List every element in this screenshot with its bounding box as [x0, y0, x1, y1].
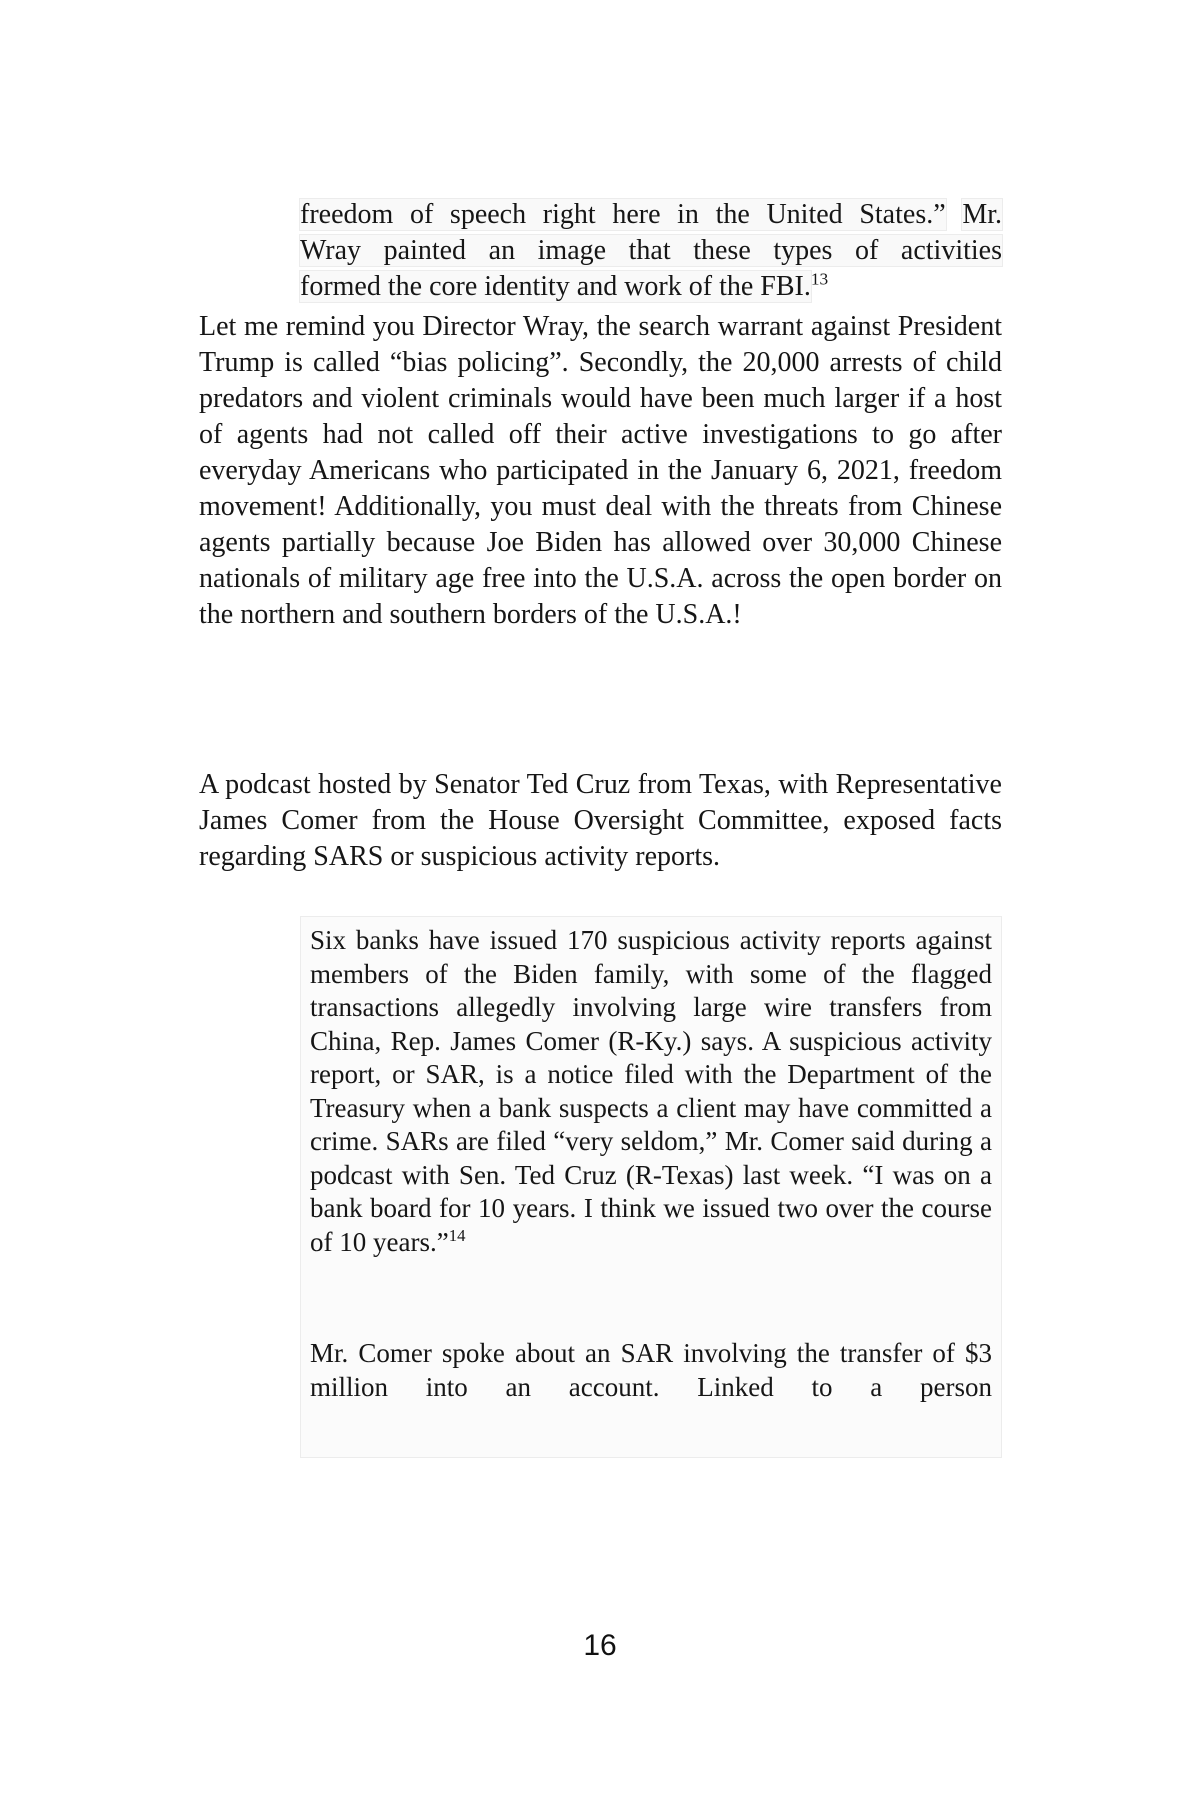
- quote-line: [300, 233, 1002, 269]
- blockquote-comer-sar-panel: [300, 916, 1002, 1458]
- quote-line: [300, 269, 1002, 305]
- text-column: [199, 197, 1002, 1458]
- highlighted-text-run: freedom of speech right here in the United States.”: [300, 199, 946, 230]
- page-number: 16: [583, 1629, 617, 1662]
- blockquote-wray-highlighted: [300, 197, 1002, 305]
- highlighted-text-run: Wray painted an image that these types of activities: [300, 235, 1002, 266]
- highlighted-text-run: formed the core identity and work of the FBI.: [300, 271, 811, 302]
- paragraph-podcast-intro: A podcast hosted by Senator Ted Cruz from Texas, with Representative James Comer from the House Oversight Committee, exposed facts regarding SARS or suspicious activity reports.: [199, 769, 1002, 872]
- paragraph-wray-rebuttal: Let me remind you Director Wray, the search warrant against President Trump is called “bias policing”. Secondly, the 20,000 arrests of child predators and violent criminals would have been much larger if a host of agents had not called off their active investigations to go after everyday Americans who participated in the January 6, 2021, freedom movement! Additionally, you must deal with the threats from Chinese agents partially because Joe Biden has allowed over 30,000 Chinese nationals of military age free into the U.S.A. across the open border on the northern and southern borders of the U.S.A.!: [199, 311, 1002, 630]
- quote-paragraph-transfer: Mr. Comer spoke about an SAR involving the transfer of $3 million into an account. Linked to a person: [310, 1338, 992, 1402]
- quote-line: [300, 197, 1002, 233]
- footnote-ref-13: 13: [810, 269, 829, 289]
- quote-paragraph-sar-reports-text: Six banks have issued 170 suspicious activity reports against members of the Biden family, with some of the flagged transactions allegedly involving large wire transfers from China, Rep. James Comer (R-Ky.) says. A suspicious activity report, or SAR, is a notice filed with the Department of the Treasury when a bank suspects a client may have committed a crime. SARs are filed “very seldom,” Mr. Comer said during a podcast with Sen. Ted Cruz (R-Texas) last week. “I was on a bank board for 10 years. I think we issued two over the course of 10 years.”: [310, 925, 992, 1257]
- highlighted-text-run: Mr.: [962, 199, 1003, 230]
- quote-paragraph-sar-reports: [310, 924, 992, 1259]
- footnote-ref-14: 14: [448, 1225, 466, 1245]
